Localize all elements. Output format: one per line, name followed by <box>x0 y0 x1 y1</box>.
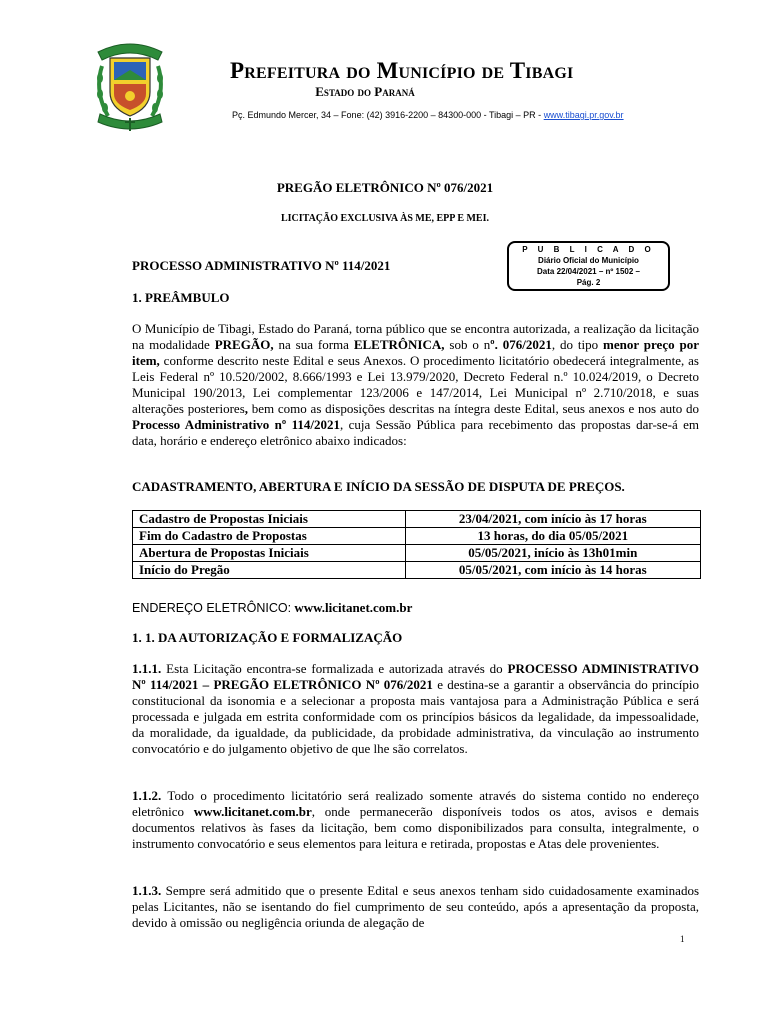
table-row <box>133 545 701 562</box>
schedule-label: Início do Pregão <box>133 562 406 579</box>
schedule-value: 05/05/2021, início às 13h01min <box>405 545 700 562</box>
endereco-label: ENDEREÇO ELETRÔNICO: <box>132 601 292 615</box>
stamp-line-2: Diário Oficial do Município <box>538 256 639 265</box>
preambulo-heading: 1. PREÂMBULO <box>132 290 230 305</box>
bold-run: PREGÃO, <box>214 337 274 352</box>
page-number: 1 <box>680 934 685 944</box>
stamp-line-4: Pág. 2 <box>576 278 601 287</box>
text-run: conforme descrito neste Edital e seus Anexos. O procedimento licitatório obedecerá integralmente, as Leis Federal nº 10.520/2002, 8.666/1993 e Lei 13.979/2020, Decreto Federal n.º 10.024/2019, o Decreto Municipal 190/2013, Lei complementar 123/2006 e 147/2014, Lei Municipal nº 2.710/2018, e suas alterações posteriores <box>132 353 699 416</box>
text-run: , do tipo <box>551 337 604 352</box>
text-run: O Município de Tibagi, Estado do Paraná, torna público que se encontra autorizada, a realização da licitação na modalidade <box>132 321 699 352</box>
schedule-value: 23/04/2021, com início às 17 horas <box>405 511 700 528</box>
schedule-label: Fim do Cadastro de Propostas <box>133 528 406 545</box>
schedule-label: Cadastro de Propostas Iniciais <box>133 511 406 528</box>
table-row <box>133 562 701 579</box>
paragraph-1-1-2 <box>132 788 699 852</box>
text-run: e destina-se a garantir a observância do princípio constitucional da isonomia e a selecionar a proposta mais vantajosa para a Administração Pública e será processada e julgada em estrita conformidade com os princípios básicos da legalidade, da impessoalidade, da moralidade, da igualdade, da publicidade, da probidade administrativa, da vinculação ao instrumento convocatório e do julgamento objetivo de que lhe são correlatos. <box>132 677 699 756</box>
published-stamp <box>507 241 670 291</box>
paragraph-1-1-1 <box>132 661 699 757</box>
processo-heading: PROCESSO ADMINISTRATIVO Nº 114/2021 <box>132 258 391 273</box>
municipality-title-text: Prefeitura do Município de Tibagi <box>230 58 574 83</box>
text-run: , onde permanecerão disponíveis todos os atos, avisos e demais documentos relativos às fases da licitação, bem como disponibilizados para consulta, integralmente, o instrumento convocatório e seus elementos para leitura e retirada, propostas e Atas dele provenientes. <box>132 804 699 851</box>
bold-run: menor preço por item, <box>132 337 700 368</box>
state-subtitle-text: Estado do Paraná <box>315 84 415 99</box>
clause-number: 1.1.2. <box>132 788 162 803</box>
schedule-table <box>132 510 701 579</box>
cadastramento-heading: CADASTRAMENTO, ABERTURA E INÍCIO DA SESSÃO DE DISPUTA DE PREÇOS. <box>132 479 625 494</box>
text-run: Sempre será admitido que o presente Edital e seus anexos tenham sido cuidadosamente examinados pelas Licitantes, não se isentando do fiel cumprimento de seu conteúdo, após a apresentação da proposta, devido à omissão ou negligência oriunda de alegação de <box>132 883 699 930</box>
text-run: Esta Licitação encontra-se formalizada e autorizada através do <box>161 661 508 676</box>
preambulo-paragraph <box>132 321 699 449</box>
schedule-value: 05/05/2021, com início às 14 horas <box>405 562 700 579</box>
table-row <box>133 511 701 528</box>
bold-run: Processo Administrativo nº 114/2021 <box>132 417 340 432</box>
pregao-title: PREGÃO ELETRÔNICO Nº 076/2021 <box>276 180 494 195</box>
header-address <box>232 110 624 120</box>
bold-run: www.licitanet.com.br <box>193 804 312 819</box>
clause-number: 1.1.1. <box>132 661 162 676</box>
text-run: sob o n <box>444 337 491 352</box>
municipal-crest-logo <box>92 36 168 132</box>
text-run: , cuja Sessão Pública para recebimento das propostas dar-se-á em data, horário e endereço eletrônico abaixo indicados: <box>132 417 699 448</box>
clause-number: 1.1.3. <box>132 883 162 898</box>
schedule-label: Abertura de Propostas Iniciais <box>133 545 406 562</box>
text-run: bem como as disposições descritas na íntegra deste Edital, seus anexos e nos auto do <box>248 401 699 416</box>
website-link[interactable]: www.tibagi.pr.gov.br <box>543 110 624 120</box>
text-run: Todo o procedimento licitatório será realizado somente através do sistema contido no endereço eletrônico <box>132 788 699 819</box>
stamp-line-1: P U B L I C A D O <box>522 245 655 254</box>
endereco-eletronico <box>132 600 412 616</box>
bold-run: º. 076/2021 <box>490 337 552 352</box>
paragraph-1-1-3 <box>132 883 699 931</box>
stamp-line-3: Data 22/04/2021 – nº 1502 – <box>537 267 640 276</box>
section-1-1-heading: 1. 1. DA AUTORIZAÇÃO E FORMALIZAÇÃO <box>132 630 403 645</box>
address-text: Pç. Edmundo Mercer, 34 – Fone: (42) 3916-2200 – 84300-000 - Tibagi – PR - <box>232 110 544 120</box>
bold-run: ELETRÔNICA, <box>353 337 445 352</box>
bold-run: , <box>244 401 249 416</box>
licitacao-note: LICITAÇÃO EXCLUSIVA ÀS ME, EPP E MEI. <box>280 213 489 224</box>
bold-run: PROCESSO ADMINISTRATIVO Nº 114/2021 – PREGÃO ELETRÔNICO Nº 076/2021 <box>132 661 699 692</box>
endereco-url[interactable]: www.licitanet.com.br <box>294 600 413 615</box>
state-subtitle <box>230 84 500 100</box>
text-run: na sua forma <box>273 337 354 352</box>
municipality-title <box>230 58 670 84</box>
table-row <box>133 528 701 545</box>
schedule-value: 13 horas, do dia 05/05/2021 <box>405 528 700 545</box>
